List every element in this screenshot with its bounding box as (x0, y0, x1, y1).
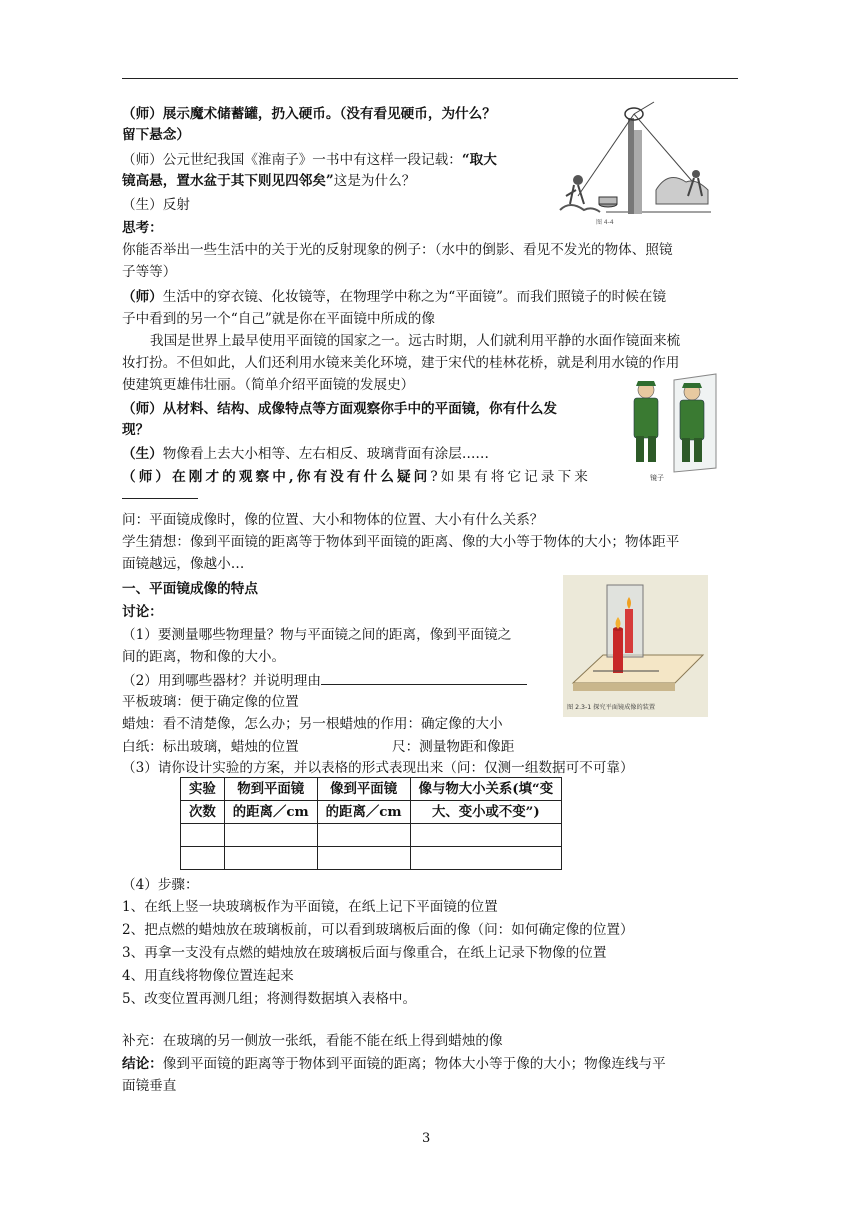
text-line: 我国是世界上最早使用平面镜的国家之一。远古时期，人们就利用平静的水面作镜面来梳 (150, 333, 681, 349)
text-line: （师）生活中的穿衣镜、化妆镜等，在物理学中称之为“平面镜”。而我们照镜子的时候在镜 (122, 289, 667, 305)
step-item: 2、把点燃的蜡烛放在玻璃板前，可以看到玻璃板后面的像（问：如何确定像的位置） (122, 922, 634, 938)
table-header-cell: 大、变小或不变”) (410, 801, 562, 824)
text-line: 镜高悬，置水盆于其下则见四邻矣”这是为什么？ (122, 173, 416, 189)
text-line: （生）物像看上去大小相等、左右相反、玻璃背面有涂层…… (122, 446, 490, 462)
table-cell (224, 847, 317, 870)
header-rule (122, 78, 738, 79)
text-line: 问：平面镜成像时，像的位置、大小和物体的位置、大小有什么关系？ (122, 512, 544, 528)
step-item: 1、在纸上竖一块玻璃板作为平面镜，在纸上记下平面镜的位置 (122, 899, 498, 915)
text-line: （3）请你设计实验的方案，并以表格的形式表现出来（问：仅测一组数据可不可靠） (122, 760, 634, 776)
text-line: 结论：像到平面镜的距离等于物体到平面镜的距离；物体大小等于像的大小；物像连线与平 (122, 1056, 666, 1072)
text-line: 面镜垂直 (122, 1078, 177, 1094)
text-line (122, 484, 198, 505)
text-line: 学生猜想：像到平面镜的距离等于物体到平面镜的距离、像的大小等于物体的大小；物体距平 (122, 534, 680, 550)
text-line: （4）步骤： (122, 877, 199, 893)
table-cell (317, 847, 410, 870)
text-line: 思考： (122, 220, 163, 236)
page-number: 3 (422, 1131, 431, 1146)
figure-caption: 图 4-4 (596, 219, 614, 226)
text-line: （师）从材料、结构、成像特点等方面观察你手中的平面镜，你有什么发 (122, 401, 557, 417)
table-header-cell: 物到平面镜 (224, 778, 317, 801)
text-line: 蜡烛：看不清楚像，怎么办；另一根蜡烛的作用：确定像的大小 (122, 716, 503, 732)
text-line: （2）用到哪些器材？并说明理由 (122, 670, 527, 691)
table-header-cell: 的距离／cm (224, 801, 317, 824)
table-header-cell: 次数 (181, 801, 225, 824)
table-cell (181, 824, 225, 847)
text-line: 间的距离，物和像的大小。 (122, 649, 286, 665)
step-item: 3、再拿一支没有点燃的蜡烛放在玻璃板后面与像重合，在纸上记录下物像的位置 (122, 945, 607, 961)
text-line: （师）在刚才的观察中,你有没有什么疑问?如果有将它记录下来 (122, 469, 591, 485)
step-item: 4、用直线将物像位置连起来 (122, 968, 294, 984)
table-cell (410, 847, 562, 870)
text-line: 使建筑更雄伟壮丽。（简单介绍平面镜的发展史） (122, 377, 415, 393)
reflection-illustration (556, 100, 714, 228)
figure-caption: 镜子 (650, 474, 664, 482)
data-table (180, 777, 562, 870)
text-line: 现？ (122, 422, 150, 438)
table-cell (224, 824, 317, 847)
mirror-illustration (620, 372, 720, 482)
text-line: 面镜越远，像越小… (122, 556, 245, 572)
table-header-cell: 的距离／cm (317, 801, 410, 824)
text-line: 讨论： (122, 604, 163, 620)
table-cell (181, 847, 225, 870)
text-line: 你能否举出一些生活中的关于光的反射现象的例子：（水中的倒影、看见不发光的物体、照镜 (122, 242, 673, 258)
text-line: 子等等） (122, 264, 177, 280)
text-line: 补充：在玻璃的另一侧放一张纸，看能不能在纸上得到蜡烛的像 (122, 1033, 503, 1049)
table-header-cell: 实验 (181, 778, 225, 801)
figure-caption: 图 2.3-1 探究平面镜成像的装置 (567, 704, 656, 711)
table-header-cell: 像与物大小关系(填“变 (410, 778, 562, 801)
table-cell (410, 824, 562, 847)
text-line: 平板玻璃：便于确定像的位置 (122, 694, 299, 710)
section-heading: 一、平面镜成像的特点 (122, 581, 258, 597)
text-line: 尺：测量物距和像距 (392, 739, 515, 755)
table-header-cell: 像到平面镜 (317, 778, 410, 801)
text-line: （师）展示魔术储蓄罐，扔入硬币。（没有看见硬币，为什么？ (122, 106, 496, 122)
candle-apparatus-illustration (563, 575, 708, 717)
table-cell (317, 824, 410, 847)
text-line: 白纸：标出玻璃，蜡烛的位置 (122, 739, 299, 755)
text-line: （1）要测量哪些物理量？物与平面镜之间的距离，像到平面镜之 (122, 627, 512, 643)
text-line: （师）公元世纪我国《淮南子》一书中有这样一段记载：“取大 (122, 152, 497, 168)
text-line: 妆打扮。不但如此，人们还利用水镜来美化环境，建于宋代的桂林花桥，就是利用水镜的作用 (122, 355, 680, 371)
text-line: （生）反射 (122, 197, 190, 213)
step-item: 5、改变位置再测几组；将测得数据填入表格中。 (122, 991, 417, 1007)
text-line: 子中看到的另一个“自己”就是你在平面镜中所成的像 (122, 311, 435, 327)
text-line: 留下悬念） (122, 127, 190, 143)
